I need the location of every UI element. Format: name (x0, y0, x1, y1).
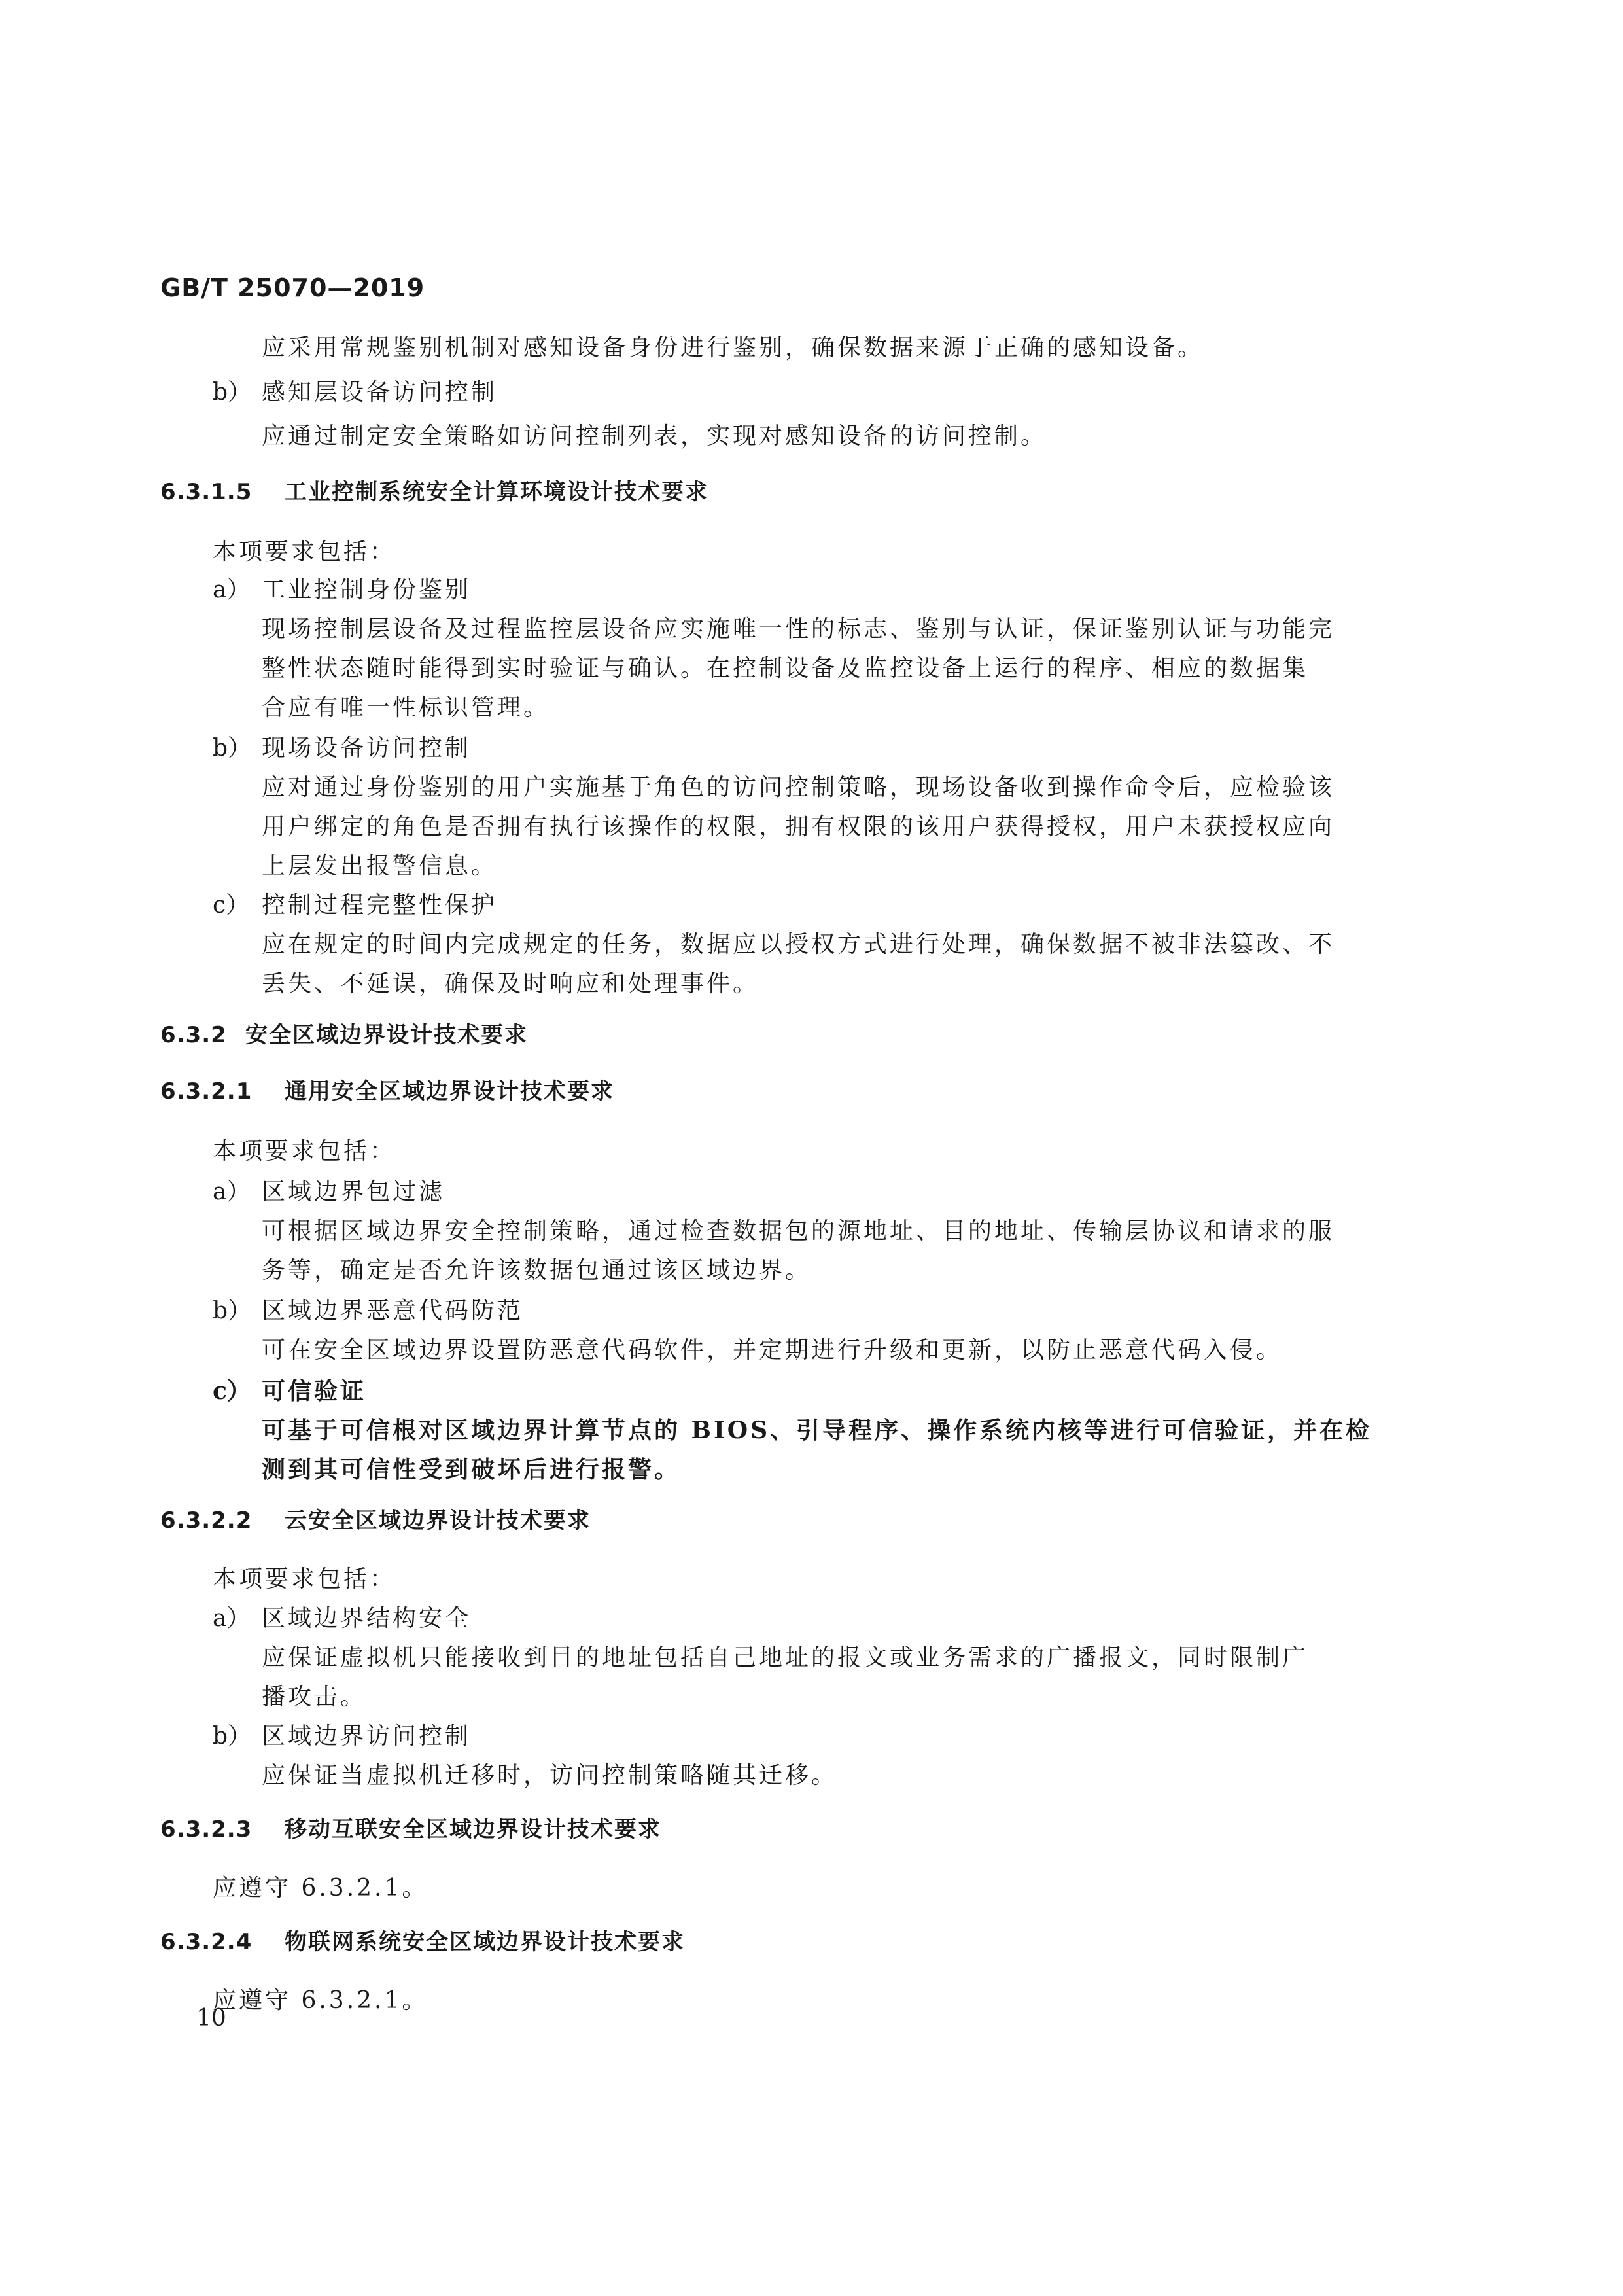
section-title: 移动互联安全区域边界设计技术要求 (285, 1816, 661, 1843)
paragraph-line: 合应有唯一性标识管理。 (262, 694, 550, 721)
page-number: 10 (196, 2005, 226, 2032)
section-heading-6-3-2-3 (160, 1815, 661, 1844)
section-heading-6-3-2-1 (160, 1077, 614, 1106)
paragraph-line: 应在规定的时间内完成规定的任务，数据应以授权方式进行处理，确保数据不被非法篡改、不 (262, 931, 1335, 958)
list-marker: b） (213, 379, 252, 406)
list-item-title: 区域边界访问控制 (262, 1723, 472, 1750)
paragraph-line: 应对通过身份鉴别的用户实施基于角色的访问控制策略，现场设备收到操作命令后，应检验该 (262, 774, 1335, 801)
paragraph-line: 用户绑定的角色是否拥有执行该操作的权限，拥有权限的该用户获得授权，用户未获授权应向 (262, 813, 1335, 840)
paragraph-line: 上层发出报警信息。 (262, 853, 498, 879)
list-item-title: 感知层设备访问控制 (262, 379, 498, 406)
section-heading-6-3-2-4 (160, 1928, 685, 1956)
intro-text: 本项要求包括： (213, 1566, 396, 1593)
section-title: 物联网系统安全区域边界设计技术要求 (285, 1929, 685, 1955)
paragraph-line: 现场控制层设备及过程监控层设备应实施唯一性的标志、鉴别与认证，保证鉴别认证与功能完 (262, 616, 1335, 643)
paragraph-line: 应采用常规鉴别机制对感知设备身份进行鉴别，确保数据来源于正确的感知设备。 (262, 334, 1204, 361)
intro-text: 本项要求包括： (213, 539, 396, 565)
section-number: 6.3.2.4 (160, 1929, 253, 1955)
paragraph-line: 应通过制定安全策略如访问控制列表，实现对感知设备的访问控制。 (262, 423, 1047, 450)
list-item-title: 区域边界包过滤 (262, 1178, 445, 1205)
list-marker: b） (213, 735, 252, 762)
paragraph-line: 丢失、不延误，确保及时响应和处理事件。 (262, 970, 759, 997)
list-marker: a） (213, 1178, 251, 1205)
paragraph-line: 整性状态随时能得到实时验证与确认。在控制设备及监控设备上运行的程序、相应的数据集 (262, 655, 1309, 682)
section-number: 6.3.2.3 (160, 1816, 253, 1843)
section-heading-6-3-2 (160, 1021, 528, 1050)
list-item-title: 现场设备访问控制 (262, 735, 472, 762)
section-number: 6.3.2.2 (160, 1508, 253, 1534)
list-marker: b） (213, 1723, 252, 1750)
list-marker: c） (213, 892, 250, 919)
section-title: 工业控制系统安全计算环境设计技术要求 (285, 479, 708, 505)
list-marker: b） (213, 1298, 252, 1324)
list-marker: a） (213, 1605, 251, 1632)
paragraph-line: 播攻击。 (262, 1684, 367, 1710)
list-item-title: 工业控制身份鉴别 (262, 576, 472, 603)
paragraph-line: 应保证当虚拟机迁移时，访问控制策略随其迁移。 (262, 1762, 838, 1789)
section-number: 6.3.2.1 (160, 1078, 253, 1104)
list-item-title: 控制过程完整性保护 (262, 892, 498, 919)
paragraph-line: 应遵守 6.3.2.1。 (213, 1987, 428, 2014)
list-item-title: 区域边界结构安全 (262, 1605, 472, 1632)
section-number: 6.3.2 (160, 1022, 227, 1048)
section-heading-6-3-1-5 (160, 478, 708, 506)
paragraph-line: 可在安全区域边界设置防恶意代码软件，并定期进行升级和更新，以防止恶意代码入侵。 (262, 1337, 1283, 1364)
intro-text: 本项要求包括： (213, 1138, 396, 1165)
paragraph-line: 应遵守 6.3.2.1。 (213, 1875, 428, 1901)
paragraph-line: 应保证虚拟机只能接收到目的地址包括自己地址的报文或业务需求的广播报文，同时限制广 (262, 1644, 1309, 1671)
list-item-title: 区域边界恶意代码防范 (262, 1298, 524, 1324)
section-heading-6-3-2-2 (160, 1506, 591, 1535)
section-title: 云安全区域边界设计技术要求 (285, 1508, 591, 1534)
section-number: 6.3.1.5 (160, 479, 253, 505)
paragraph-line: 务等，确定是否允许该数据包通过该区域边界。 (262, 1257, 812, 1284)
paragraph-line: 可根据区域边界安全控制策略，通过检查数据包的源地址、目的地址、传输层协议和请求的服 (262, 1218, 1335, 1245)
list-marker: c） (213, 1377, 251, 1405)
paragraph-line: 测到其可信性受到破坏后进行报警。 (262, 1456, 681, 1483)
list-item-title: 可信验证 (262, 1377, 367, 1405)
list-marker: a） (213, 576, 251, 603)
standard-id-header: GB/T 25070—2019 (160, 274, 425, 302)
paragraph-line: 可基于可信根对区域边界计算节点的 BIOS、引导程序、操作系统内核等进行可信验证，并在检 (262, 1417, 1372, 1444)
section-title: 通用安全区域边界设计技术要求 (285, 1078, 614, 1104)
section-title: 安全区域边界设计技术要求 (245, 1022, 528, 1048)
